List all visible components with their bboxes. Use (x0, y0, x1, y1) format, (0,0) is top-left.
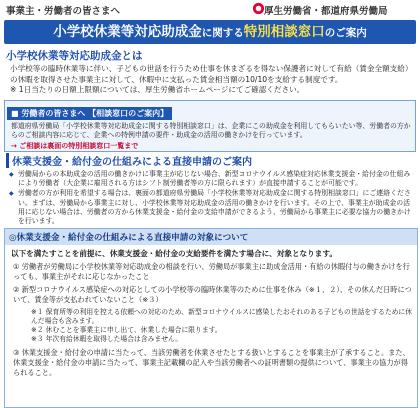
title-banner (4, 20, 416, 44)
eligibility-note: ※１ 保育所等の利用を控える依頼への対応のため、新型コロナウイルスに感染したおそれのある子どもの世話をするために休んだ場合も含みます。 (31, 308, 413, 325)
list-item: ◆ 労働局からの本助成金の活用の働きかけに事業主が応じない場合、新型コロナウイルス感染症対応休業支援金・給付金の仕組みにより労働者（大企業に雇用される方はシフト制労働者等の方に限られます）が直接申請することが可能です。 (18, 170, 412, 188)
intro-body: 小学校等の臨時休業等に伴い、子どもの世話を行うため仕事を休まざるを得ない保護者に対して有給（賃金全額支給）の休暇を取得させた事業主に対して、休暇中に支払った賃金相当額の10/10を支給する制度です。 (10, 64, 413, 84)
direct-application-heading: 休業支援金・給付金の仕組みによる直接申請のご案内 (6, 153, 416, 168)
banner-desk: 特別相談窓口 (243, 24, 325, 40)
top-header (0, 0, 420, 18)
intro-note: ※ 1日当たりの日額上限額については、厚生労働省ホームページにてご確認ください。 (10, 85, 305, 95)
eligibility-note: ※３ 年次有給休暇を取得した場合は含みません。 (31, 335, 182, 343)
eligibility-lead: 以下を満たすことを前提に、休業支援金・給付金の支給要件を満たす場合に、対象となります。 (11, 249, 337, 258)
organization-label: 厚生労働省・都道府県労働局 (264, 6, 388, 17)
banner-connector: に関する (201, 27, 244, 39)
intro-section (4, 48, 416, 95)
eligibility-item-1: ① 労働者が労働局に小学校休業等対応助成金の相談を行い、労働局が事業主に助成金活用・有給の休暇付与の働きかけを行っても、事業主がそれに応じなかったこと (13, 262, 410, 281)
intro-heading: 小学校休業等対応助成金とは (6, 50, 143, 62)
banner-subsidy-name: 小学校休業等対応助成金 (53, 24, 202, 40)
eligibility-item-3: ③ 休業支援金・給付金の申請に当たって、当該労働者を休業させたとする扱いとすることを事業主が了承すること。また、休業支援金・給付金の申請に当たって、事業主記載欄の記入や当該労働者への証明書類の提供について、事業主の協力が得られること。 (13, 348, 410, 377)
worker-box-title: ■ 労働者の皆さまへ 【相談窓口のご案内】 (7, 107, 172, 120)
eligibility-note: ※２ 休むことを事業主に申し出て、休業した場合に限ります。 (31, 326, 222, 334)
eligibility-title: ◎休業支援金・給付金の仕組みによる直接申請の対象について (5, 229, 417, 245)
list-item: ◆ 労働者の方が利用を希望する場合は、裏面の都道府県労働局「小学校休業等対応助成金に関する特別相談窓口」にご連絡ください。まずは、労働局から事業主に対し、小学校休業等対応助成金の活用の働きかけを行います。その上で、事業主が助成金の活用に応じない場合は、労働者の方から休業支援金・給付金の支給申請ができるよう、労働局から事業主に必要な協力の働きかけを行います。 (18, 189, 412, 226)
worker-box-body: 都道府県労働局「小学校休業等対応助成金に関する特別相談窓口」は、企業にこの助成金を利用してもらいたい等、労働者の方からのご相談内容に応じて、企業への特例申請の要件・助成金の活用の働きかけを行っています。 (11, 122, 411, 140)
direct-application-section (4, 153, 416, 227)
consultation-link[interactable]: → ご相談は裏面の特別相談窓口一覧まで (11, 141, 139, 150)
worker-consultation-box (4, 100, 416, 152)
eligibility-item-2: ② 新型コロナウイルス感染症への対応としての小学校等の臨時休業等のために仕事を休み（※１、２）、その休んだ日時について、賃金等が支払われていないこと（※３） (13, 285, 412, 304)
banner-suffix: のご案内 (324, 27, 367, 39)
audience-label: 事業主・労働者の皆さまへ (6, 6, 121, 17)
eligibility-box (4, 228, 418, 408)
